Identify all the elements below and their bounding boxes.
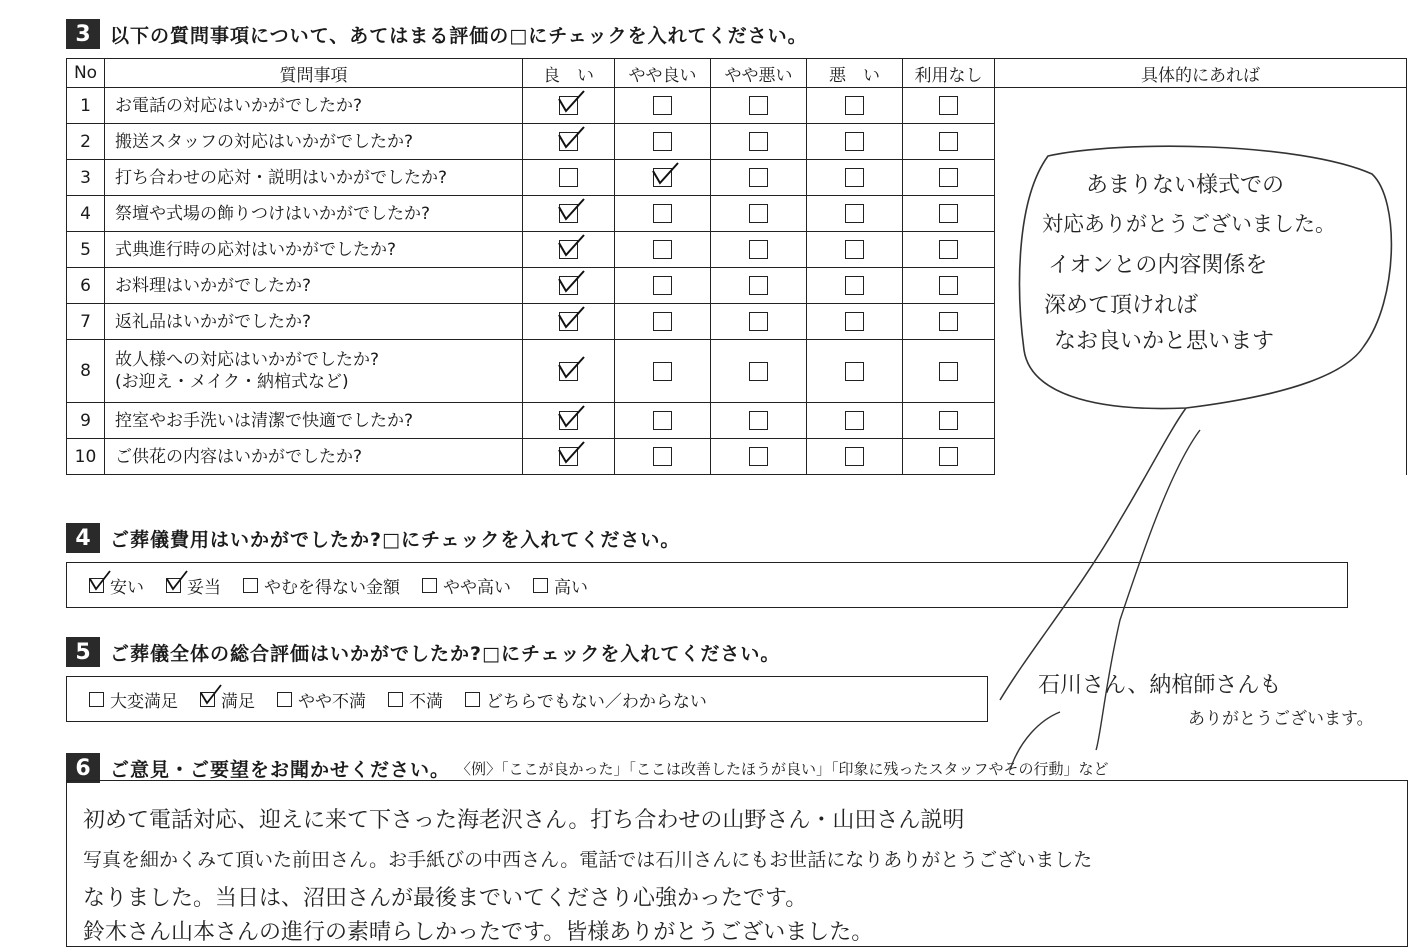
rating-somewhat-good-cell	[615, 403, 711, 439]
rating-not-used-checkbox[interactable]	[939, 411, 958, 430]
checkmark-icon	[556, 89, 586, 115]
note-line-2: 対応ありがとうございました。	[1042, 212, 1336, 236]
question-label: 搬送スタッフの対応はいかがでしたか?	[115, 131, 414, 152]
rating-somewhat-good-checkbox[interactable]	[653, 276, 672, 295]
rating-good-checkbox[interactable]	[559, 132, 578, 151]
rating-somewhat-good-checkbox[interactable]	[653, 96, 672, 115]
option-checkbox[interactable]	[388, 692, 403, 707]
rating-not-used-checkbox[interactable]	[939, 312, 958, 331]
rating-somewhat-good-checkbox[interactable]	[653, 132, 672, 151]
checkmark-icon	[556, 404, 586, 430]
rating-somewhat-bad-cell	[711, 124, 807, 160]
section-number: 5	[66, 637, 100, 667]
question-label: ご供花の内容はいかがでしたか?	[115, 446, 363, 467]
checkmark-icon	[556, 269, 586, 295]
header-bad: 悪 い	[807, 59, 903, 88]
rating-good-cell	[523, 196, 615, 232]
rating-somewhat-bad-checkbox[interactable]	[749, 276, 768, 295]
question-label: 打ち合わせの応対・説明はいかがでしたか?	[115, 167, 448, 188]
rating-bad-cell	[807, 439, 903, 475]
checkmark-icon	[556, 197, 586, 223]
rating-somewhat-bad-cell	[711, 268, 807, 304]
rating-somewhat-good-cell	[615, 124, 711, 160]
rating-somewhat-bad-checkbox[interactable]	[749, 240, 768, 259]
rating-somewhat-good-checkbox[interactable]	[653, 411, 672, 430]
comment-line-1: 初めて電話対応、迎えに来て下さった海老沢さん。打ち合わせの山野さん・山田さん説明	[83, 808, 965, 833]
row-number: 7	[67, 304, 105, 340]
table-row	[67, 403, 1407, 439]
header-question: 質問事項	[105, 59, 523, 88]
rating-bad-cell	[807, 268, 903, 304]
rating-bad-checkbox[interactable]	[845, 240, 864, 259]
rating-not-used-checkbox[interactable]	[939, 204, 958, 223]
option-label: どちらでもない／わからない	[486, 691, 707, 712]
option-label: 安い	[110, 577, 144, 598]
question-label: 故人様への対応はいかがでしたか?	[115, 350, 380, 370]
question-text	[105, 196, 523, 232]
row-number: 2	[67, 124, 105, 160]
rating-good-checkbox[interactable]	[559, 204, 578, 223]
checkmark-icon	[650, 161, 680, 187]
details-cell	[995, 439, 1407, 475]
table-row	[67, 88, 1407, 124]
rating-bad-cell	[807, 160, 903, 196]
rating-somewhat-bad-cell	[711, 232, 807, 268]
question-label: 式典進行時の応対はいかがでしたか?	[115, 239, 397, 260]
checkmark-icon	[556, 305, 586, 331]
option-item[interactable]	[200, 687, 255, 712]
rating-bad-checkbox[interactable]	[845, 276, 864, 295]
rating-somewhat-bad-cell	[711, 403, 807, 439]
option-checkbox[interactable]	[89, 578, 104, 593]
rating-not-used-cell	[903, 304, 995, 340]
rating-good-checkbox[interactable]	[559, 362, 578, 381]
header-good: 良 い	[523, 59, 615, 88]
option-checkbox[interactable]	[243, 578, 258, 593]
rating-bad-cell	[807, 124, 903, 160]
rating-good-cell	[523, 232, 615, 268]
option-label: 不満	[409, 691, 443, 712]
question-text	[105, 268, 523, 304]
rating-good-cell	[523, 124, 615, 160]
question-label: お電話の対応はいかがでしたか?	[115, 95, 363, 116]
row-number: 8	[67, 340, 105, 403]
question-label: 祭壇や式場の飾りつけはいかがでしたか?	[115, 203, 431, 224]
row-number: 1	[67, 88, 105, 124]
question-label: 控室やお手洗いは清潔で快適でしたか?	[115, 410, 414, 431]
rating-somewhat-bad-checkbox[interactable]	[749, 204, 768, 223]
rating-good-checkbox[interactable]	[559, 96, 578, 115]
overall-options	[66, 676, 988, 722]
rating-not-used-checkbox[interactable]	[939, 362, 958, 381]
rating-not-used-cell	[903, 340, 995, 403]
section-4-header	[66, 522, 680, 554]
comment-line-2: 写真を細かくみて頂いた前田さん。お手紙びの中西さん。電話では石川さんにもお世話になりありがとうございました	[83, 849, 1093, 871]
cost-options	[66, 562, 1348, 608]
header-details: 具体的にあれば	[995, 59, 1407, 88]
note-line-1: あまりない様式での	[1086, 173, 1285, 198]
rating-somewhat-bad-checkbox[interactable]	[749, 96, 768, 115]
rating-good-cell	[523, 88, 615, 124]
checkmark-icon	[556, 355, 586, 381]
rating-bad-checkbox[interactable]	[845, 312, 864, 331]
checkmark-icon	[556, 440, 586, 466]
rating-bad-cell	[807, 88, 903, 124]
rating-good-checkbox[interactable]	[559, 276, 578, 295]
details-cell	[995, 124, 1407, 160]
option-item[interactable]	[89, 573, 144, 598]
header-somewhat-good: やや良い	[615, 59, 711, 88]
rating-good-cell	[523, 439, 615, 475]
rating-somewhat-bad-cell	[711, 304, 807, 340]
rating-good-cell	[523, 340, 615, 403]
table-row	[67, 439, 1407, 475]
section-title: ご葬儀全体の総合評価はいかがでしたか?□にチェックを入れてください。	[110, 642, 781, 665]
option-label: やむを得ない金額	[264, 577, 400, 598]
rating-somewhat-bad-checkbox[interactable]	[749, 447, 768, 466]
option-checkbox[interactable]	[89, 692, 104, 707]
rating-not-used-cell	[903, 88, 995, 124]
rating-good-checkbox[interactable]	[559, 312, 578, 331]
rating-bad-checkbox[interactable]	[845, 447, 864, 466]
rating-somewhat-bad-checkbox[interactable]	[749, 362, 768, 381]
rating-not-used-cell	[903, 268, 995, 304]
rating-good-cell	[523, 268, 615, 304]
rating-bad-checkbox[interactable]	[845, 204, 864, 223]
rating-somewhat-good-cell	[615, 304, 711, 340]
rating-bad-checkbox[interactable]	[845, 168, 864, 187]
table-header-row	[67, 59, 1407, 88]
rating-somewhat-good-checkbox[interactable]	[653, 240, 672, 259]
rating-somewhat-good-cell	[615, 268, 711, 304]
comment-line-4: 鈴木さん山本さんの進行の素晴らしかったです。皆様ありがとうございました。	[83, 920, 874, 945]
question-label: 返礼品はいかがでしたか?	[115, 311, 312, 332]
rating-not-used-cell	[903, 124, 995, 160]
section-title: ご葬儀費用はいかがでしたか?□にチェックを入れてください。	[110, 528, 681, 551]
checkmark-icon	[165, 571, 189, 593]
option-checkbox[interactable]	[465, 692, 480, 707]
rating-somewhat-bad-checkbox[interactable]	[749, 411, 768, 430]
note-line-4: 深めて頂ければ	[1044, 293, 1199, 318]
section-5-header	[66, 636, 780, 668]
row-number: 10	[67, 439, 105, 475]
question-text	[105, 160, 523, 196]
question-text	[105, 232, 523, 268]
section-title: 以下の質問事項について、あてはまる評価の□にチェックを入れてください。	[110, 24, 808, 47]
rating-bad-checkbox[interactable]	[845, 132, 864, 151]
rating-somewhat-good-checkbox[interactable]	[653, 447, 672, 466]
rating-not-used-cell	[903, 196, 995, 232]
option-item[interactable]	[465, 687, 707, 712]
rating-not-used-checkbox[interactable]	[939, 132, 958, 151]
option-label: 高い	[554, 577, 588, 598]
rating-not-used-checkbox[interactable]	[939, 240, 958, 259]
option-item[interactable]	[89, 687, 178, 712]
note-line-3: イオンとの内容関係を	[1048, 253, 1268, 278]
section-number: 4	[66, 523, 100, 553]
section-3-header	[66, 18, 808, 50]
rating-bad-cell	[807, 232, 903, 268]
question-text	[105, 403, 523, 439]
rating-bad-cell	[807, 403, 903, 439]
option-label: やや不満	[298, 691, 366, 712]
rating-good-checkbox[interactable]	[559, 447, 578, 466]
rating-not-used-checkbox[interactable]	[939, 168, 958, 187]
header-no: No	[67, 59, 105, 88]
rating-not-used-cell	[903, 232, 995, 268]
rating-somewhat-bad-checkbox[interactable]	[749, 312, 768, 331]
table-row	[67, 124, 1407, 160]
rating-somewhat-good-cell	[615, 196, 711, 232]
section-title: ご意見・ご要望をお聞かせください。	[110, 758, 451, 781]
rating-somewhat-good-checkbox[interactable]	[653, 362, 672, 381]
option-label: やや高い	[443, 577, 511, 598]
section-number: 6	[66, 753, 100, 783]
checkmark-icon	[556, 233, 586, 259]
rating-bad-checkbox[interactable]	[845, 362, 864, 381]
rating-bad-checkbox[interactable]	[845, 411, 864, 430]
option-checkbox[interactable]	[533, 578, 548, 593]
option-item[interactable]	[422, 573, 511, 598]
section-number: 3	[66, 19, 100, 49]
rating-somewhat-good-checkbox[interactable]	[653, 312, 672, 331]
rating-bad-cell	[807, 340, 903, 403]
rating-good-checkbox[interactable]	[559, 168, 578, 187]
row-number: 9	[67, 403, 105, 439]
rating-good-cell	[523, 304, 615, 340]
question-text	[105, 340, 523, 403]
option-checkbox[interactable]	[422, 578, 437, 593]
question-label: お料理はいかがでしたか?	[115, 275, 312, 296]
header-not-used: 利用なし	[903, 59, 995, 88]
rating-somewhat-bad-cell	[711, 340, 807, 403]
option-item[interactable]	[388, 687, 443, 712]
option-label: 妥当	[187, 577, 221, 598]
rating-somewhat-good-checkbox[interactable]	[653, 168, 672, 187]
question-text	[105, 124, 523, 160]
option-item[interactable]	[243, 573, 400, 598]
option-item[interactable]	[166, 573, 221, 598]
rating-somewhat-bad-checkbox[interactable]	[749, 168, 768, 187]
option-label: 満足	[221, 691, 255, 712]
rating-not-used-checkbox[interactable]	[939, 447, 958, 466]
comment-line-3: なりました。当日は、沼田さんが最後までいてくださり心強かったです。	[83, 886, 808, 911]
option-item[interactable]	[277, 687, 366, 712]
row-number: 6	[67, 268, 105, 304]
rating-not-used-checkbox[interactable]	[939, 96, 958, 115]
rating-somewhat-bad-cell	[711, 439, 807, 475]
rating-somewhat-bad-cell	[711, 160, 807, 196]
rating-bad-checkbox[interactable]	[845, 96, 864, 115]
option-checkbox[interactable]	[166, 578, 181, 593]
rating-good-checkbox[interactable]	[559, 411, 578, 430]
rating-somewhat-good-cell	[615, 160, 711, 196]
question-text	[105, 88, 523, 124]
rating-not-used-cell	[903, 439, 995, 475]
question-text	[105, 304, 523, 340]
option-item[interactable]	[533, 573, 588, 598]
rating-not-used-checkbox[interactable]	[939, 276, 958, 295]
rating-good-cell	[523, 403, 615, 439]
checkmark-icon	[199, 685, 223, 707]
rating-somewhat-good-cell	[615, 88, 711, 124]
checkmark-icon	[88, 571, 112, 593]
rating-not-used-cell	[903, 403, 995, 439]
section-example: 〈例〉「ここが良かった」「ここは改善したほうが良い」「印象に残ったスタッフやその行動」など	[456, 759, 1109, 778]
question-text	[105, 439, 523, 475]
comment-box	[66, 780, 1408, 947]
rating-somewhat-good-checkbox[interactable]	[653, 204, 672, 223]
row-number: 3	[67, 160, 105, 196]
details-cell	[995, 88, 1407, 124]
side-note-1: 石川さん、納棺師さんも	[1038, 673, 1282, 698]
header-somewhat-bad: やや悪い	[711, 59, 807, 88]
side-note-2: ありがとうございます。	[1188, 709, 1374, 729]
rating-somewhat-bad-cell	[711, 88, 807, 124]
option-checkbox[interactable]	[277, 692, 292, 707]
rating-bad-cell	[807, 196, 903, 232]
rating-somewhat-good-cell	[615, 439, 711, 475]
rating-bad-cell	[807, 304, 903, 340]
option-checkbox[interactable]	[200, 692, 215, 707]
rating-somewhat-bad-checkbox[interactable]	[749, 132, 768, 151]
rating-good-cell	[523, 160, 615, 196]
row-number: 4	[67, 196, 105, 232]
rating-somewhat-good-cell	[615, 232, 711, 268]
row-number: 5	[67, 232, 105, 268]
checkmark-icon	[556, 125, 586, 151]
note-line-5: なお良いかと思います	[1054, 329, 1275, 354]
details-cell	[995, 403, 1407, 439]
rating-not-used-cell	[903, 160, 995, 196]
rating-somewhat-bad-cell	[711, 196, 807, 232]
question-sublabel: (お迎え・メイク・納棺式など)	[115, 372, 349, 392]
rating-good-checkbox[interactable]	[559, 240, 578, 259]
rating-somewhat-good-cell	[615, 340, 711, 403]
option-label: 大変満足	[110, 691, 178, 712]
